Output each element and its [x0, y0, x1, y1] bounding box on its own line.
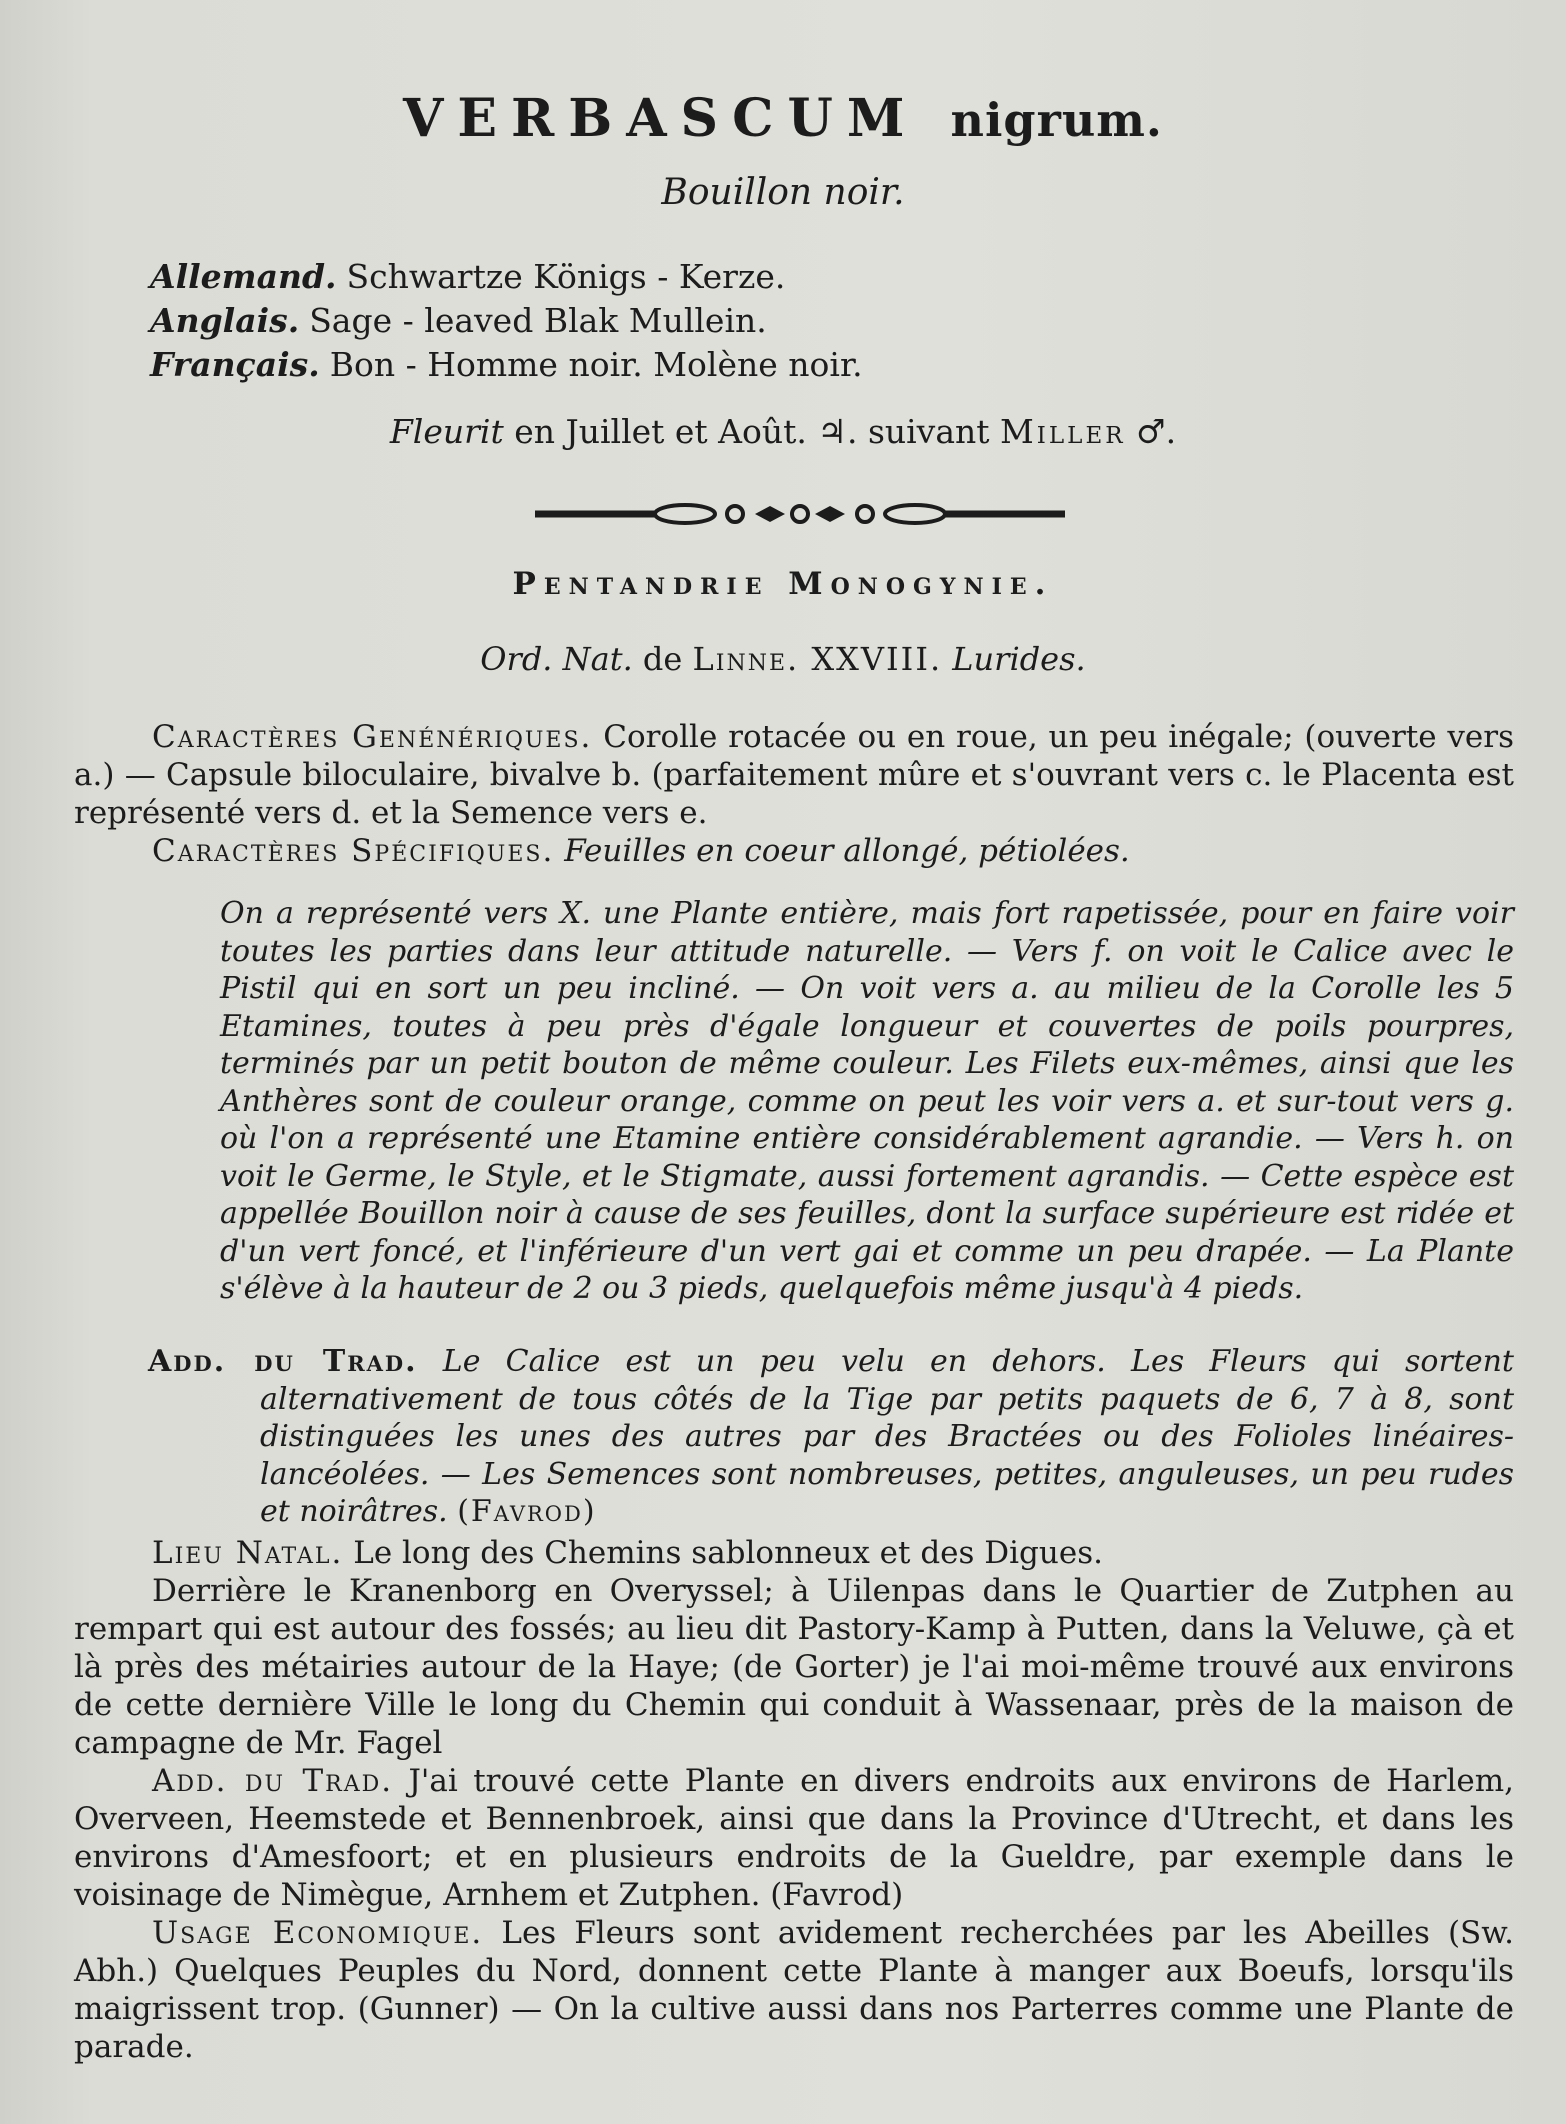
specific-characters: Caractères Spécifiques. Feuilles en coeur allongé, pétiolées.: [152, 833, 1130, 869]
common-name-german: Allemand. Schwartze Königs - Kerze.: [150, 257, 786, 296]
classification-heading: Pentandrie Monogynie.: [512, 566, 1054, 602]
common-names-list: [150, 255, 863, 387]
generic-characters: Caractères Genénériques. Corolle rotacée ou en roue, un peu inégale; (ouverte vers a.) — Capsule biloculaire, bivalve b. (parfaitement mûre et s'ouvrant vers c. le Placenta est représenté vers d. et la Semence vers e.: [74, 719, 1515, 831]
page-title: [0, 88, 1566, 149]
genus-name: VERBASCUM: [403, 88, 919, 149]
french-name: Bouillon noir.: [661, 172, 905, 213]
ornament-divider: [535, 496, 1065, 532]
natural-order: Ord. Nat. de Linne. XXVIII. Lurides.: [480, 640, 1086, 678]
economic-use: Usage Economique. Les Fleurs sont avidement recherchées par les Abeilles (Sw. Abh.) Quelques Peuples du Nord, donnent cette Plante à manger aux Boeufs, lorsqu'ils maigrissent trop. (Gunner) — On la cultive aussi dans nos Parterres comme une Plante de parade.: [74, 1915, 1514, 2065]
translator-addition-2: Add. du Trad. J'ai trouvé cette Plante en divers endroits aux environs de Harlem, Overveen, Heemstede et Bennenbroek, ainsi que dans la Province d'Utrecht, et dans les environs d'Amesfoort; et en plusieurs endroits de la Gueldre, par exemple dans le voisinage de Nimègue, Arnhem et Zutphen. (Favrod): [74, 1763, 1515, 1913]
species-name: nigrum.: [950, 93, 1163, 147]
habitat-detail: Derrière le Kranenborg en Overyssel; à Uilenpas dans le Quartier de Zutphen au rempart qui est autour des fossés; au lieu dit Pastory-Kamp à Putten, dans la Veluwe, çà et là près des métairies autour de la Haye; (de Gorter) je l'ai moi-même trouvé aux environs de cette dernière Ville le long du Chemin qui conduit à Wassenaar, près de la maison de campagne de Mr. Fagel: [74, 1573, 1514, 1761]
characters-section: [74, 718, 1514, 870]
habitat-section: [74, 1534, 1514, 2066]
common-name-french: Français. Bon - Homme noir. Molène noir.: [150, 345, 863, 384]
common-name-english: Anglais. Sage - leaved Blak Mullein.: [150, 301, 767, 340]
plate-description: On a représenté vers X. une Plante entière, mais fort rapetissée, pour en faire voir toutes les parties dans leur attitude naturelle. — Vers f. on voit le Calice avec le Pistil qui en sort un peu incliné. — On voit vers a. au milieu de la Corolle les 5 Etamines, toutes à peu près d'égale longueur et couvertes de poils pourpres, terminés par un petit bouton de même couleur. Les Filets eux-mêmes, ainsi que les Anthères sont de couleur orange, comme on peut les voir vers a. et sur-tout vers g. où l'on a représenté une Etamine entière considérablement agrandie. — Vers h. on voit le Germe, le Style, et le Stigmate, aussi fortement agrandis. — Cette espèce est appellée Bouillon noir à cause de ses feuilles, dont la surface supérieure est ridée et d'un vert foncé, et l'inférieure d'un vert gai et comme un peu drapée. — La Plante s'élève à la hauteur de 2 ou 3 pieds, quelquefois même jusqu'à 4 pieds.: [220, 896, 1514, 1306]
translator-addition-1: Add. du Trad. Le Calice est un peu velu en dehors. Les Fleurs qui sortent alternativement de tous côtés de la Tige par petits paquets de 6, 7 à 8, sont distinguées les unes des autres par des Bractées ou des Folioles linéaires-lancéolées. — Les Semences sont nombreuses, petites, anguleuses, un peu rudes et noirâtres. (Favrod): [148, 1344, 1514, 1529]
habitat-heading: Lieu Natal. Le long des Chemins sablonneux et des Digues.: [152, 1535, 1103, 1571]
flowering-line: Fleurit en Juillet et Août. ♃. suivant Miller ♂.: [389, 412, 1177, 451]
